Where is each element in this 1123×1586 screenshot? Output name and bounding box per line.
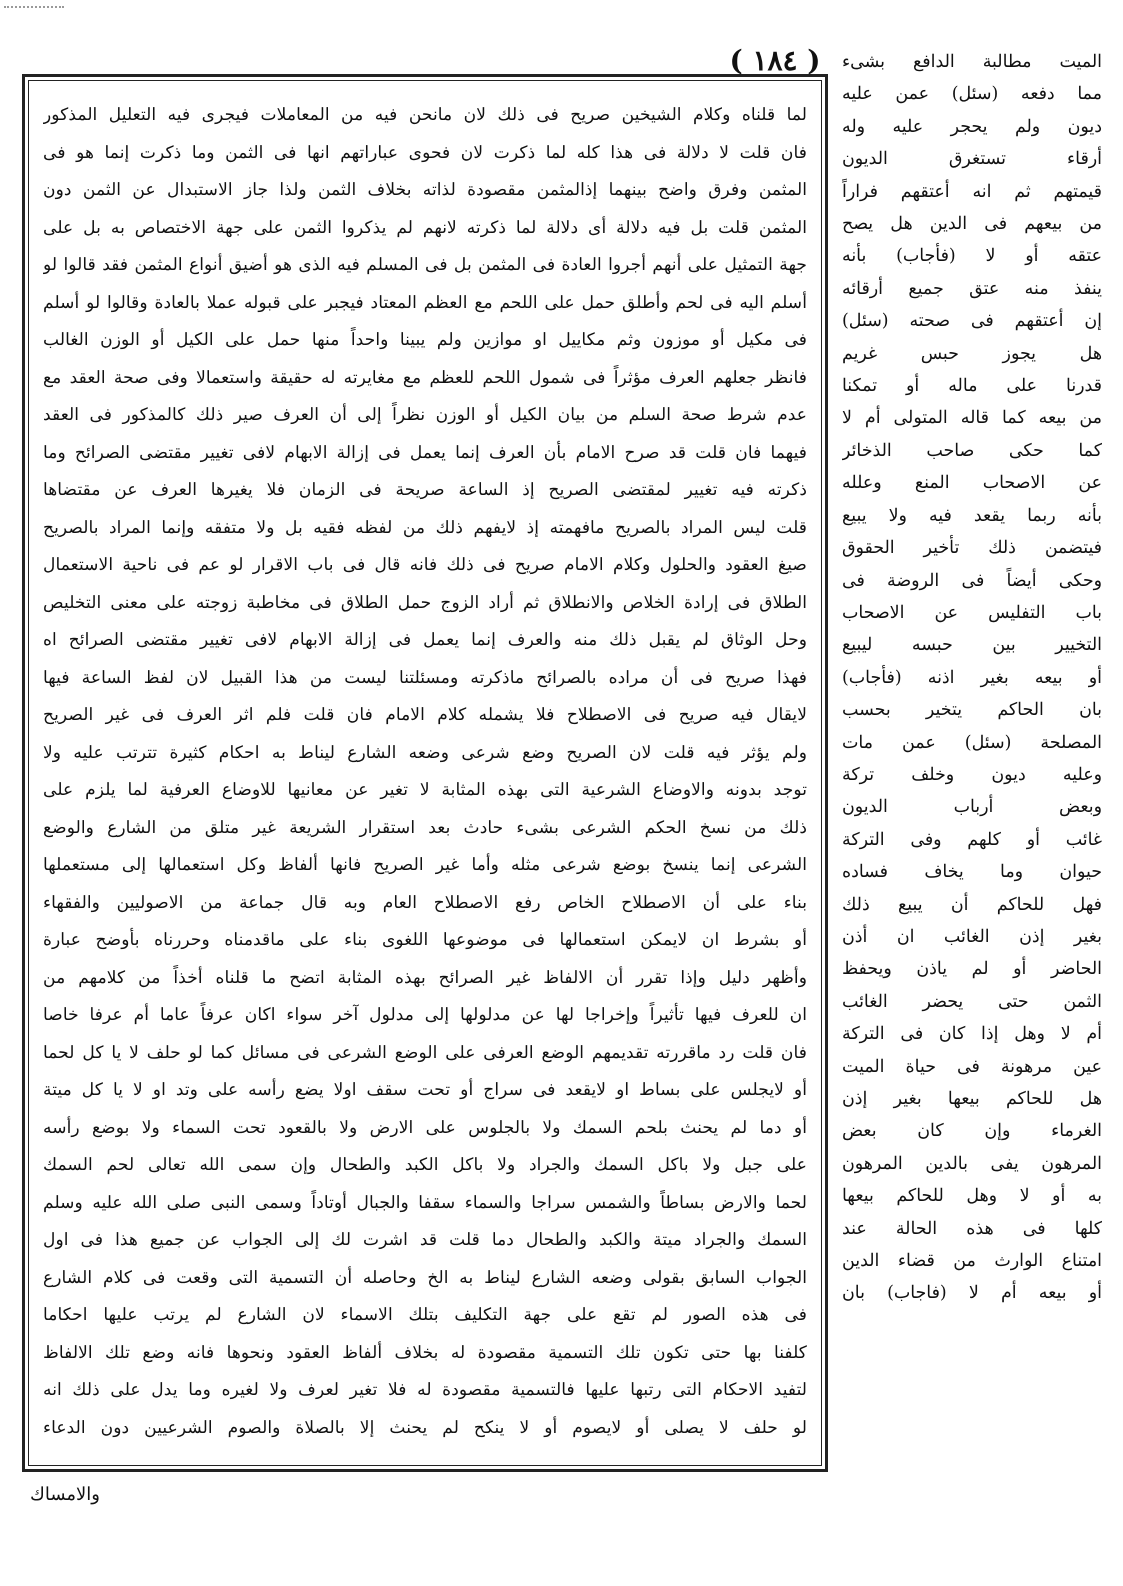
main-text-line: قلت ليس المراد بالصريح مافهمته إذ لايفهم ذلك من لفظه فقيه بل ولا متفقه وإنما المراد بالصريح — [43, 517, 807, 538]
margin-text-line: المرهون يفى بالدين المرهون — [842, 1153, 1102, 1174]
main-text-line: ولم يؤثر فيه قلت لان الصريح وضع شرعى وضعه الشارع ليناط به احكام كثيرة تترتب عليه ولا — [43, 742, 807, 763]
catchword: والامساك — [30, 1484, 100, 1505]
margin-text-line: عن الاصحاب المنع وعلله — [842, 473, 1102, 494]
margin-text-line: هل يجوز حبس غريم — [842, 343, 1102, 364]
main-text-line: الشرعى إنما ينسخ بوضع شرعى مثله وأما غير الصريح فانها ألفاظ وكل استعمالها إلى مستعملها — [43, 855, 807, 875]
margin-text-line: غائب أو كلهم وفى التركة — [842, 829, 1102, 850]
main-text-line: كلفنا بها حتى تكون تلك التسمية مقصودة له بخلاف ألفاظ العقود ونحوها فانه وضع تلك الالفاظ — [43, 1342, 807, 1363]
margin-text-line: هل للحاكم بيعها بغير إذن — [842, 1089, 1102, 1109]
main-text-line: فى هذه الصور لم تقع على جهة التكليف بتلك الاسماء لان الشارع لم يرتب عليها احكاما — [43, 1305, 807, 1325]
margin-text-line: الميت مطالبة الدافع بشىء — [842, 52, 1102, 72]
margin-commentary — [842, 46, 1102, 1310]
main-text-line: ذلك من نسخ الحكم الشرعى بشىء حادث بعد استقرار الشريعة غير متلق من الشارع والوضع — [43, 817, 807, 838]
margin-text-line: بأنه ربما يقعد فيه ولا يبيع — [842, 505, 1102, 526]
margin-text-line: امتناع الوارث من قضاء الدين — [842, 1251, 1102, 1272]
margin-text-line: من بيعهم فى الدين هل يصح — [842, 214, 1102, 235]
margin-text-line: عتقه أو لا (فأجاب) بأنه — [842, 246, 1102, 267]
main-text-line: ذكرته فيه تغيير لمقتضى الصريح إذ الساعة صريحة فى الزمان فلا يغيرها العرف عن مقتضاها — [43, 480, 807, 500]
main-text-line: أو بشرط ان لايمكن استعمالها فى موضوعها اللغوى بناء على ماقدمناه وحررناه بأوضح عبارة — [43, 930, 807, 950]
margin-text-line: وعليه ديون وخلف تركة — [842, 764, 1102, 785]
main-text-line: وأظهر دليل وإذا تقرر أن الالفاظ غير الصرائح بهذه المثابة اتضح ما قلناه أخذاً من كلامهم من — [43, 967, 807, 988]
main-text-line: أسلم اليه فى لحم وأطلق حمل على اللحم مع العظم المعتاد فيجبر على قبوله عملا بالعادة وقالوا لو أسلم — [43, 292, 807, 313]
margin-text-line: الثمن حتى يحضر الغائب — [842, 991, 1102, 1012]
margin-text-line: الحاضر أو لم ياذن ويحفظ — [842, 959, 1102, 980]
margin-text-line: عين مرهونة فى حياة الميت — [842, 1056, 1102, 1077]
margin-text-line: المصلحة (سئل) عمن مات — [842, 732, 1102, 753]
main-text-line: فهذا صريح فى أن مراده بالصرائح ماذكرته ومسئلتنا ليست من هذا القبيل لان لفظ الساعة فيها — [43, 667, 807, 688]
main-text-line: لتفيد الاحكام التى رتبها عليها فالتسمية مقصودة له فلا تغير لعرف ولا لغيره وما يدل على ذلك انه — [43, 1380, 807, 1400]
margin-text-line: التخيير بين حبسه ليبيع — [842, 635, 1102, 656]
main-text-line: لو حلف لا يصلى أو لايصوم أو لا ينكح لم يحنث إلا بالصلاة والصوم الشرعيين دون الدعاء — [43, 1417, 807, 1438]
margin-text-line: باب التفليس عن الاصحاب — [842, 602, 1102, 623]
margin-text-line: كلها فى هذه الحالة عند — [842, 1218, 1102, 1239]
margin-text-line: إن أعتقهم فى صحته (سئل) — [842, 311, 1102, 332]
main-text-line: لما قلناه وكلام الشيخين صريح فى ذلك لان مانحن فيه من المعاملات فيجرى فيه التعليل المذكور — [43, 105, 807, 125]
main-text-line: فان قلت رد ماقررته تقديمهم الوضع العرفى على الوضع الشرعى فى مسائل كما لو حلف لا يا كل لحما — [43, 1042, 807, 1063]
main-text-line: لحما والارض بساطاً والشمس سراجا والسماء سقفا والجبال أوتاداً وسمى النبى صلى الله عليه وسلم — [43, 1192, 807, 1213]
main-text-line: عدم شرط صحة السلم من بيان الكيل أو الوزن نظراً إلى أن العرف صير ذلك كالمذكور فى العقد — [43, 405, 807, 425]
margin-text-line: من بيعه كما قاله المتولى أم لا — [842, 408, 1102, 429]
margin-text-line: به أو لا وهل للحاكم بيعها — [842, 1186, 1102, 1207]
margin-text-line: الغرماء وإن كان بعض — [842, 1121, 1102, 1142]
page-number: ( ١٨٤ ) — [729, 44, 821, 77]
main-text-line: فيهما فان قلت قد صرح الامام بأن العرف إنما يعمل فى إزالة الابهام لافى تغيير مقتضى الصرائح وما — [43, 442, 807, 463]
scan-mark — [4, 6, 64, 10]
margin-text-line: بغير إذن الغائب ان أذن — [842, 926, 1102, 947]
main-text-line: الجواب السابق بقولى وضعه الشارع ليناط به الخ وحاصله أن التسمية التى وقعت فى كلام الشارع — [43, 1267, 807, 1288]
margin-text-line: فيتضمن ذلك تأخير الحقوق — [842, 538, 1102, 559]
main-text-line: فان قلت لا دلالة فى هذا كله لما ذكرت لان فحوى عباراتهم انها فى الثمن وما ذكرت إنما هو فى — [43, 142, 807, 163]
margin-text-line: أو بيعه أم لا (فاجاب) بان — [842, 1283, 1102, 1304]
main-text-line: لايقال فيه صريح فى الاصطلاح فلا يشمله كلام الامام فان قلت فلم اثر العرف فى غير الصريح — [43, 705, 807, 725]
margin-text-line: مما دفعه (سئل) عمن عليه — [842, 84, 1102, 105]
main-text-line: السمك والجراد ميتة والكبد والطحال دما قلت قد اشرت لك إلى الجواب عن جميع هذا فى اول — [43, 1230, 807, 1250]
main-text-line: توجد بدونه والاوضاع الشرعية التى بهذه المثابة لا تغير عن معانيها للاوضاع العرفية لما يلزم على — [43, 780, 807, 800]
main-text-line: المثمن وفرق واضح بينهما إذالمثمن مقصودة لذاته بخلاف الثمن ولذا جاز الاستبدال عن الثمن دون — [43, 180, 807, 200]
margin-text-line: وحكى أيضاً فى الروضة فى — [842, 570, 1102, 591]
margin-text-line: ديون ولم يحجر عليه وله — [842, 116, 1102, 137]
main-text-line: فانظر جعلهم العرف مؤثراً فى شمول اللحم للعظم مع مغايرته له حقيقة واستعمالا وفى صحة العقد مع — [43, 367, 807, 388]
margin-text-line: وبعض أرباب الديون — [842, 797, 1102, 818]
margin-text-line: أم لا وهل إذا كان فى التركة — [842, 1024, 1102, 1045]
main-text-line: صيغ العقود والحلول وكلام الامام صريح فى ذلك فانه قال فى باب الاقرار لو عم فى ناحية الاستعمال — [43, 555, 807, 575]
margin-text-line: كما حكى صاحب الذخائر — [842, 440, 1102, 461]
main-text-line: ان للعرف فيها تأثيراً وإخراجا لها عن مدلولها إلى مدلول آخر سواء اكان عرفاً عاما أم عرفا خاصا — [43, 1005, 807, 1025]
margin-text-line: بان الحاكم يتخير بحسب — [842, 700, 1102, 721]
margin-text-line: ينفذ منه عتق جميع أرقائه — [842, 278, 1102, 299]
main-text-line: على جبل ولا باكل السمك والجراد ولا باكل الكبد والطحال وإن سمى الله تعالى لحم السمك — [43, 1155, 807, 1175]
main-text-frame — [22, 74, 828, 1472]
main-text-line: المثمن قلت بل فيه دلالة أى دلالة لما ذكرته لانهم لم يذكروا الثمن على جهة الاختصاص به بل على — [43, 217, 807, 238]
main-text-line: بناء على أن الاصطلاح الخاص رفع الاصطلاح العام وبه قال جماعة من الاصوليين والفقهاء — [43, 892, 807, 913]
main-text-body — [43, 97, 807, 1447]
main-text-line: وحل الوثاق لم يقبل ذلك منه والعرف إنما يعمل فى إزالة الابهام لافى تغيير مقتضى الصرائح اه — [43, 630, 807, 650]
main-text-line: أو دما لم يحنث بلحم السمك ولا بالجلوس على الارض ولا بالقعود تحت السماء ولا بوضع رأسه — [43, 1117, 807, 1138]
main-text-inner-frame — [28, 80, 822, 1466]
main-text-line: الطلاق فى إرادة الخلاص والانطلاق ثم أراد الزوج حمل الطلاق فى مخاطبة زوجته على معنى التخليص — [43, 592, 807, 613]
margin-text-line: حيوان وما يخاف فساده — [842, 862, 1102, 883]
margin-text-line: فهل للحاكم أن يبيع ذلك — [842, 894, 1102, 915]
main-text-line: جهة التمثيل على أنهم أجروا العادة فى المثمن بل فى المسلم فيه الذى هو أضيق أنواع المثمن فقد قالوا لو — [43, 255, 807, 275]
margin-text-line: قيمتهم ثم انه أعتقهم فراراً — [842, 181, 1102, 202]
margin-text-line: أو بيعه بغير اذنه (فأجاب) — [842, 667, 1102, 688]
margin-text-line: أرقاء تستغرق الديون — [842, 149, 1102, 170]
main-text-line: فى مكيل أو موزون وثم مكاييل او موازين ولم يبينا واحداً منها حمل على الكيل أو الوزن الغالب — [43, 330, 807, 350]
margin-text-line: قدرنا على ماله أو تمكنا — [842, 376, 1102, 397]
main-text-line: أو لايجلس على بساط او لايقعد فى سراج أو تحت سقف اولا يضع رأسه على وتد او لا يا كل ميتة — [43, 1080, 807, 1100]
